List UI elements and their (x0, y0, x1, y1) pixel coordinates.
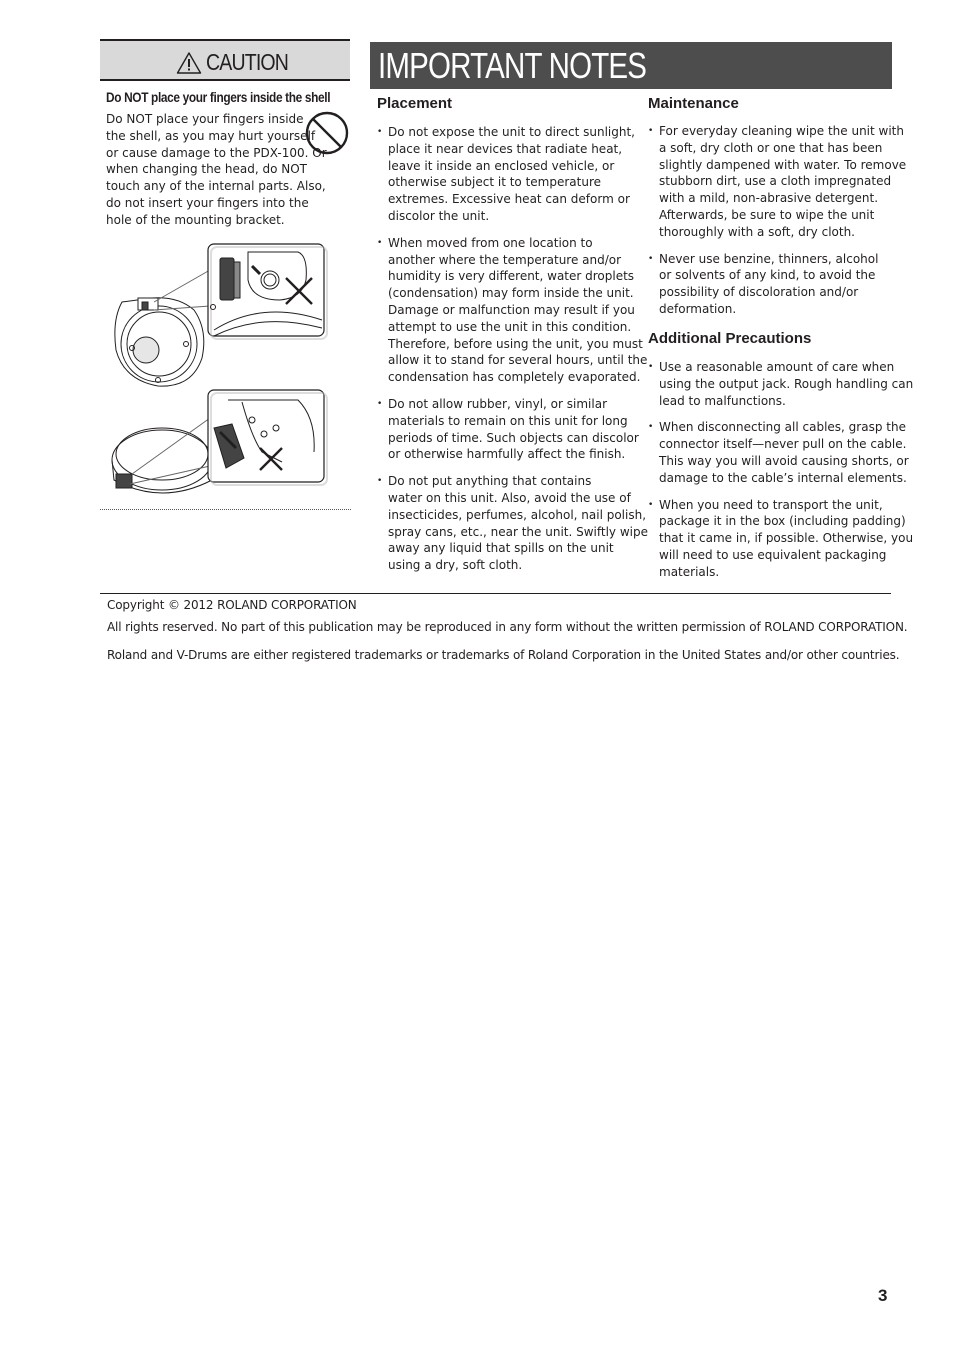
text-line: • Do not expose the unit to direct sunlight, (388, 125, 635, 139)
drum-pad-top-illustration (102, 240, 328, 390)
text-line: condensation has completely evaporated. (388, 370, 641, 385)
list-item (377, 396, 639, 463)
maintenance-heading: Maintenance (648, 95, 739, 112)
list-item (377, 235, 648, 386)
text-line: • Use a reasonable amount of care when (659, 360, 895, 374)
caution-body-line: or cause damage to the PDX-100. Or (106, 145, 327, 160)
list-item (648, 497, 914, 581)
text-line: stubborn dirt, use a cloth impregnated (659, 174, 892, 189)
text-line: thoroughly with a soft, dry cloth. (659, 224, 855, 239)
caution-body (106, 111, 327, 229)
additional-precautions-list (648, 359, 914, 591)
drum-pad-side-illustration (102, 388, 328, 503)
text-line: using the output jack. Rough handling can (659, 376, 914, 391)
list-item (648, 123, 907, 241)
text-line: connector itself—never pull on the cable. (659, 437, 907, 452)
list-item (648, 251, 893, 318)
text-line: • For everyday cleaning wipe the unit with (659, 124, 904, 138)
important-notes-banner (370, 42, 892, 89)
caution-body-line: hole of the mounting bracket. (106, 212, 285, 227)
placement-heading: Placement (377, 95, 453, 112)
text-line: attempt to use the unit in this condition. (388, 319, 632, 334)
text-line: place it near devices that radiate heat, (388, 141, 623, 156)
text-line: otherwise subject it to temperature (388, 175, 602, 190)
text-line: allow it to stand for several hours, until the (388, 353, 648, 368)
text-line: using a dry, soft cloth. (388, 558, 523, 573)
caution-heading: Do NOT place your fingers inside the shell (106, 90, 331, 105)
text-line: slightly dampened with water. To remove (659, 157, 907, 172)
text-line: • When moved from one location to (388, 235, 593, 250)
footer-divider (100, 593, 891, 594)
warning-triangle-icon (176, 51, 202, 75)
placement-list (377, 124, 648, 584)
list-item (377, 473, 648, 574)
text-line: extremes. Excessive heat can deform or (388, 192, 630, 207)
text-line: insecticides, perfumes, alcohol, nail polish, (388, 507, 647, 522)
list-item (377, 124, 635, 225)
caution-body-line: when changing the head, do NOT (106, 162, 307, 177)
caution-body-line: Do NOT place your fingers inside (106, 112, 304, 126)
text-line: • Never use benzine, thinners, alcohol (659, 251, 879, 266)
text-line: leave it inside an enclosed vehicle, or (388, 158, 615, 173)
text-line: (condensation) may form inside the unit. (388, 286, 634, 301)
text-line: or solvents of any kind, to avoid the (659, 268, 876, 283)
text-line: water on this unit. Also, avoid the use of (388, 490, 631, 505)
text-line: periods of time. Such objects can discolor (388, 430, 639, 445)
text-line: or otherwise harmfully affect the finish. (388, 447, 626, 462)
copyright-notice: Copyright © 2012 ROLAND CORPORATION (107, 598, 357, 612)
text-line: • Do not allow rubber, vinyl, or similar (388, 396, 607, 411)
text-line: with a mild, non-abrasive detergent. (659, 191, 879, 206)
text-line: materials to remain on this unit for long (388, 413, 628, 428)
text-line: discolor the unit. (388, 208, 490, 223)
text-line: Therefore, before using the unit, you must (388, 336, 643, 351)
text-line: materials. (659, 564, 720, 579)
maintenance-list (648, 123, 907, 328)
prohibited-icon (305, 111, 349, 155)
text-line: possibility of discoloration and/or (659, 285, 859, 300)
text-line: • When you need to transport the unit, (659, 497, 883, 512)
page-title: IMPORTANT NOTES (378, 45, 647, 86)
text-line: will need to use equivalent packaging (659, 547, 887, 562)
section-divider (100, 509, 351, 510)
text-line: humidity is very different, water droplets (388, 269, 635, 284)
caution-banner (100, 39, 350, 81)
additional-precautions-heading: Additional Precautions (648, 330, 812, 347)
text-line: • When disconnecting all cables, grasp the (659, 420, 906, 435)
text-line: damage to the cable’s internal elements. (659, 470, 907, 485)
text-line: away any liquid that spills on the unit (388, 541, 614, 556)
text-line: spray cans, etc., near the unit. Swiftly wipe (388, 524, 648, 539)
caution-body-line: touch any of the internal parts. Also, (106, 179, 326, 194)
text-line: package it in the box (including padding) (659, 514, 906, 529)
caution-label: CAUTION (206, 49, 289, 75)
text-line: Afterwards, be sure to wipe the unit (659, 207, 875, 222)
text-line: another where the temperature and/or (388, 252, 622, 267)
caution-body-line: do not insert your fingers into the (106, 195, 309, 210)
text-line: This way you will avoid causing shorts, or (659, 453, 909, 468)
text-line: deformation. (659, 301, 737, 316)
trademark-notice: Roland and V-Drums are either registered trademarks or trademarks of Roland Corporation in the United States and/or other countries. (107, 648, 900, 662)
caution-body-line: the shell, as you may hurt yourself (106, 128, 316, 143)
text-line: • Do not put anything that contains (388, 474, 592, 489)
list-item (648, 419, 909, 486)
text-line: Damage or malfunction may result if you (388, 302, 635, 317)
text-line: lead to malfunctions. (659, 393, 786, 408)
page-number: 3 (878, 1286, 888, 1305)
rights-notice: All rights reserved. No part of this publication may be reproduced in any form without the written permission of ROLAND CORPORATION. (107, 620, 908, 634)
list-item (648, 359, 914, 409)
text-line: that it came in, if possible. Otherwise, you (659, 531, 914, 546)
text-line: a soft, dry cloth or one that has been (659, 140, 883, 155)
